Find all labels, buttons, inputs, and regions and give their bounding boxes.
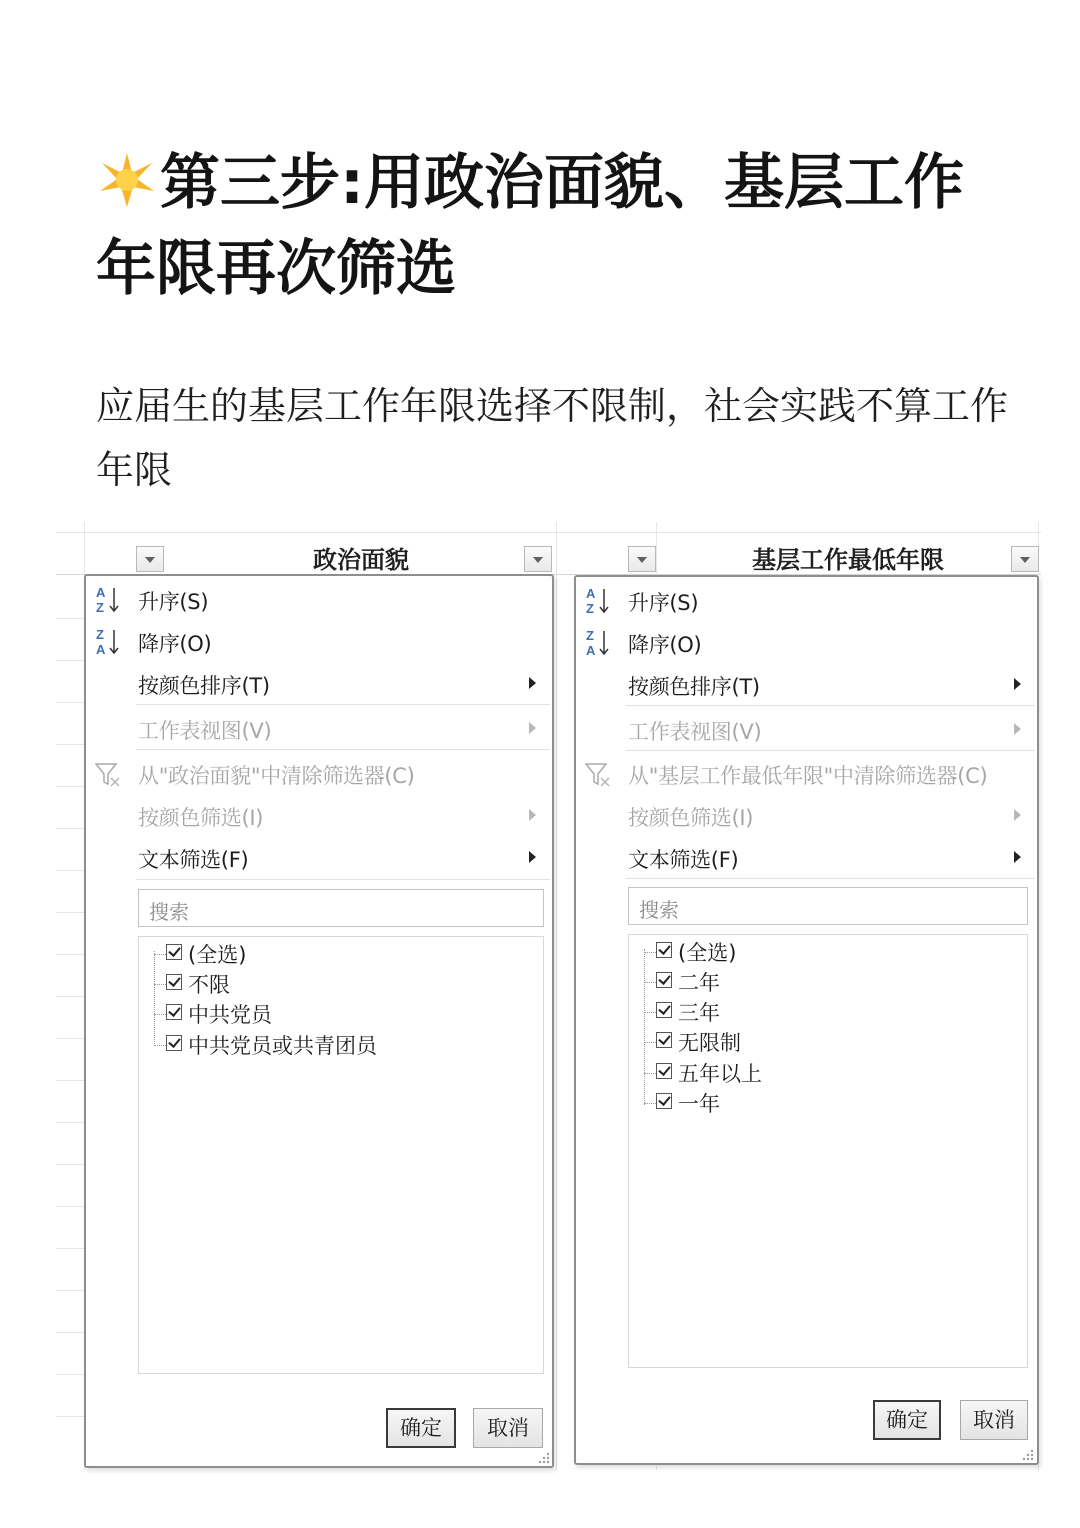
- sort-descending-icon: [94, 624, 122, 658]
- menu-sort-descending[interactable]: Z A 降序(O): [86, 620, 552, 662]
- resize-grip-icon[interactable]: [1022, 1449, 1034, 1461]
- checkbox[interactable]: [166, 974, 182, 990]
- column-dropdown-button-middle[interactable]: [628, 546, 656, 572]
- menu-text-filter[interactable]: 文本筛选(F): [576, 836, 1037, 878]
- svg-text:A: A: [96, 642, 106, 657]
- cancel-button[interactable]: 取消: [960, 1400, 1028, 1440]
- search-input[interactable]: 搜索: [628, 887, 1028, 925]
- column-dropdown-button-left[interactable]: [136, 546, 164, 572]
- sort-ascending-icon: [584, 583, 612, 617]
- checkbox[interactable]: [656, 1032, 672, 1048]
- menu-sort-ascending[interactable]: A Z 升序(S): [576, 579, 1037, 621]
- filter-panel-political-status: [84, 574, 554, 1468]
- ok-button[interactable]: 确定: [873, 1400, 941, 1440]
- svg-text:Z: Z: [586, 628, 594, 643]
- svg-text:A: A: [586, 586, 596, 601]
- svg-text:Z: Z: [586, 601, 594, 616]
- menu-filter-by-color[interactable]: 按颜色筛选(I): [86, 794, 552, 836]
- checkbox[interactable]: [656, 1093, 672, 1109]
- submenu-arrow-icon: [529, 851, 536, 863]
- checkbox[interactable]: [656, 1063, 672, 1079]
- menu-text-filter[interactable]: 文本筛选(F): [86, 836, 552, 878]
- svg-text:A: A: [96, 585, 106, 600]
- submenu-arrow-icon: [1014, 723, 1021, 735]
- menu-sort-by-color[interactable]: 按颜色排序(T): [86, 662, 552, 704]
- menu-sheet-view[interactable]: 工作表视图(V): [576, 708, 1037, 750]
- column-header-political-status: 政治面貌: [313, 545, 409, 574]
- filter-dropdown-button-work-years[interactable]: [1011, 546, 1039, 572]
- page-title: 第三步:用政治面貌、基层工作年限再次筛选: [96, 148, 964, 304]
- checkbox[interactable]: [656, 1002, 672, 1018]
- checkbox[interactable]: [656, 972, 672, 988]
- subtitle: 应届生的基层工作年限选择不限制，社会实践不算工作年限: [96, 384, 1009, 492]
- menu-clear-filter[interactable]: 从"政治面貌"中清除筛选器(C): [86, 752, 552, 794]
- resize-grip-icon[interactable]: [538, 1452, 550, 1464]
- menu-filter-by-color[interactable]: 按颜色筛选(I): [576, 794, 1037, 836]
- values-list: (全选) 不限 中共党员 中共党员或共青团员: [138, 936, 544, 1374]
- cancel-button[interactable]: 取消: [473, 1408, 543, 1448]
- column-header-work-years: 基层工作最低年限: [752, 545, 944, 574]
- clear-filter-icon: [584, 756, 612, 790]
- clear-filter-icon: [94, 756, 122, 790]
- svg-text:Z: Z: [96, 627, 104, 642]
- ok-button[interactable]: 确定: [386, 1408, 456, 1448]
- submenu-arrow-icon: [529, 722, 536, 734]
- checkbox[interactable]: [166, 1004, 182, 1020]
- submenu-arrow-icon: [1014, 851, 1021, 863]
- sort-ascending-icon: [94, 582, 122, 616]
- checkbox[interactable]: [656, 942, 672, 958]
- svg-text:A: A: [586, 643, 596, 658]
- checkbox[interactable]: [166, 944, 182, 960]
- menu-clear-filter[interactable]: 从"基层工作最低年限"中清除筛选器(C): [576, 752, 1037, 794]
- filter-dropdown-button-political-status[interactable]: [524, 546, 552, 572]
- submenu-arrow-icon: [1014, 809, 1021, 821]
- submenu-arrow-icon: [529, 809, 536, 821]
- filter-panel-work-years: [574, 575, 1039, 1465]
- submenu-arrow-icon: [1014, 678, 1021, 690]
- values-list: (全选) 二年 三年 无限制 五年以上 一年: [628, 934, 1028, 1368]
- submenu-arrow-icon: [529, 677, 536, 689]
- star-icon: [96, 148, 158, 210]
- checkbox[interactable]: [166, 1035, 182, 1051]
- menu-sort-ascending[interactable]: A Z 升序(S): [86, 578, 552, 620]
- sort-descending-icon: [584, 625, 612, 659]
- menu-sort-by-color[interactable]: 按颜色排序(T): [576, 663, 1037, 705]
- svg-text:Z: Z: [96, 600, 104, 615]
- search-input[interactable]: 搜索: [138, 889, 544, 927]
- menu-sort-descending[interactable]: Z A 降序(O): [576, 621, 1037, 663]
- menu-sheet-view[interactable]: 工作表视图(V): [86, 707, 552, 749]
